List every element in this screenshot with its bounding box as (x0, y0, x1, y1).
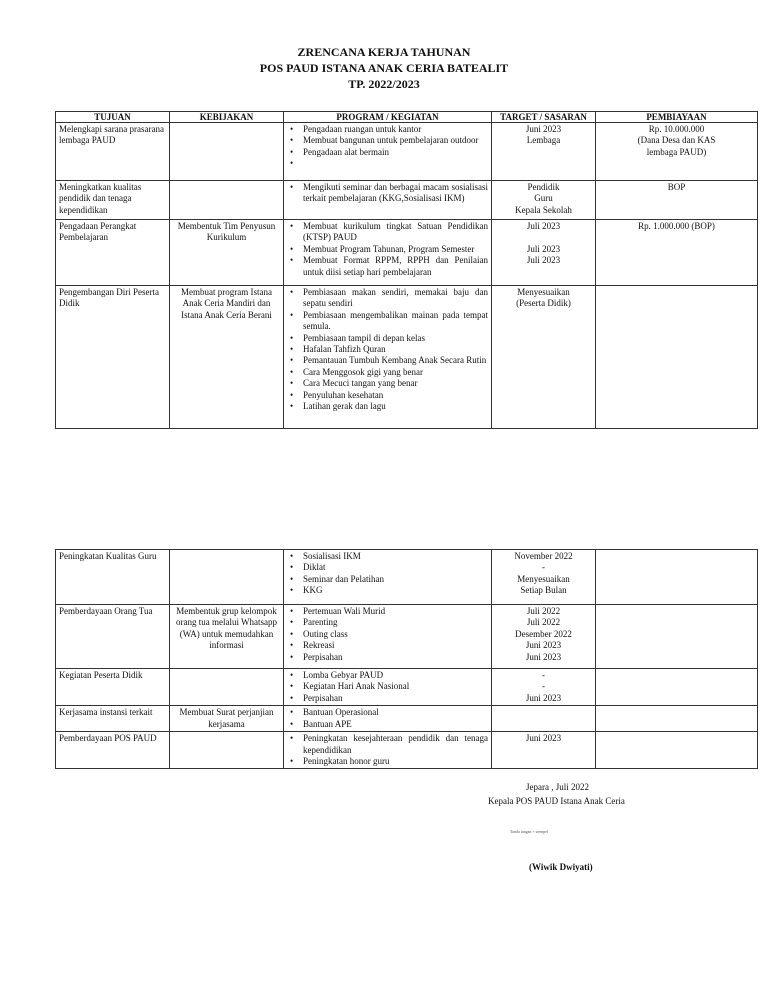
target-line (495, 232, 592, 243)
pembiayaan-line: Rp. 1.000.000 (BOP) (638, 221, 715, 231)
target-cell (492, 286, 596, 429)
work-plan-table-2 (55, 549, 758, 769)
program-item: • Bantuan APE (303, 719, 488, 730)
kebijakan-cell: Membuat program Istana Anak Ceria Mandiri dan Istana Anak Ceria Berani (170, 286, 284, 429)
program-item: • Penyuluhan kesehatan (303, 390, 488, 401)
program-item: • Peningkatan kesejahteraan pendidik dan tenaga kependidikan (303, 733, 488, 756)
program-list (287, 551, 488, 597)
title-line-1: ZRENCANA KERJA TAHUNAN (297, 45, 471, 59)
target-cell (492, 732, 596, 769)
program-item (303, 158, 488, 169)
program-item: • Pembiasaan makan sendiri, memakai baju dan sepatu sendiri (303, 287, 488, 310)
work-plan-table-1 (55, 111, 758, 429)
kebijakan-cell (170, 181, 284, 220)
table-row (56, 123, 758, 181)
tujuan-cell: Melengkapi sarana prasarana lembaga PAUD (56, 123, 170, 181)
target-line: Pendidik (527, 182, 560, 192)
target-cell (492, 605, 596, 669)
pembiayaan-line: lembaga PAUD) (646, 146, 707, 157)
target-cell (492, 123, 596, 181)
table-header-row (56, 112, 758, 123)
program-item: • KKG (303, 585, 488, 596)
tujuan-cell: Meningkatkan kualitas pendidik dan tenaga kependidikan (56, 181, 170, 220)
pembiayaan-cell (596, 706, 758, 732)
program-item: • Latihan gerak dan lagu (303, 401, 488, 412)
header-program: PROGRAM / KEGIATAN (284, 112, 492, 123)
program-item: • Cara Menggosok gigi yang benar (303, 367, 488, 378)
tujuan-cell: Peningkatan Kualitas Guru (56, 550, 170, 605)
pembiayaan-cell (596, 732, 758, 769)
program-cell (284, 669, 492, 706)
program-item: • Hafalan Tahfizh Quran (303, 344, 488, 355)
program-list (287, 221, 488, 278)
pembiayaan-cell (596, 123, 758, 181)
tujuan-cell: Kegiatan Peserta Didik (56, 669, 170, 706)
program-item: • Perpisahan (303, 693, 488, 704)
target-line: - (542, 670, 545, 680)
target-cell (492, 669, 596, 706)
program-cell (284, 286, 492, 429)
program-cell (284, 181, 492, 220)
program-item: • Parenting (303, 617, 488, 628)
program-item: • Membuat Format RPPM, RPPH dan Penilaian untuk diisi setiap hari pembelajaran (303, 255, 488, 278)
program-item: • Membuat bangunan untuk pembelajaran outdoor (303, 135, 488, 146)
program-cell (284, 550, 492, 605)
program-item: • Bantuan Operasional (303, 707, 488, 718)
target-line: Setiap Bulan (520, 585, 567, 596)
program-item: • Pembiasaan tampil di depan kelas (303, 333, 488, 344)
tujuan-cell: Pengembangan Diri Peserta Didik (56, 286, 170, 429)
program-cell (284, 123, 492, 181)
target-cell (492, 220, 596, 286)
kebijakan-cell: Membentuk Tim Penyusun Kurikulum (170, 220, 284, 286)
program-list (287, 182, 488, 205)
table-row (56, 550, 758, 605)
program-item: • Pengadaan ruangan untuk kantor (303, 124, 488, 135)
signature-name: (Wiwik Dwiyati) (529, 862, 593, 872)
target-cell (492, 550, 596, 605)
target-line: Juni 2023 (525, 692, 562, 703)
program-item: • Pengadaan alat bermain (303, 147, 488, 158)
target-line: Juni 2023 (525, 124, 562, 134)
signature-position: Kepala POS PAUD Istana Anak Ceria (488, 796, 625, 806)
program-item: • Membuat kurikulum tingkat Satuan Pendidikan (KTSP) PAUD (303, 221, 488, 244)
tujuan-cell: Pemberdayaan POS PAUD (56, 732, 170, 769)
pembiayaan-line: Rp. 10.000.000 (648, 124, 705, 134)
target-line: Juli 2023 (526, 221, 561, 231)
pembiayaan-line: (Dana Desa dan KAS (637, 135, 716, 146)
table-row (56, 220, 758, 286)
target-line: Kepala Sekolah (515, 204, 572, 215)
program-item: • Outing class (303, 629, 488, 640)
table-row (56, 706, 758, 732)
pembiayaan-cell (596, 550, 758, 605)
program-item: • Pemantauan Tumbuh Kembang Anak Secara Rutin (303, 355, 488, 366)
target-line: Juli 2023 (526, 255, 561, 266)
program-item: • Pertemuan Wali Murid (303, 606, 488, 617)
program-cell (284, 220, 492, 286)
target-line: Menyesuaikan (517, 287, 570, 297)
title-line-3: TP. 2022/2023 (348, 77, 420, 91)
kebijakan-cell: Membentuk grup kelompok orang tua melalui Whatsapp (WA) untuk memudahkan informasi (170, 605, 284, 669)
table-row (56, 669, 758, 706)
header-tujuan: TUJUAN (56, 112, 170, 123)
target-line: (Peserta Didik) (516, 298, 571, 309)
pembiayaan-cell (596, 605, 758, 669)
target-line: Juni 2023 (525, 651, 562, 662)
target-line: - (542, 681, 545, 692)
kebijakan-cell (170, 123, 284, 181)
program-list (287, 733, 488, 767)
pembiayaan-cell (596, 286, 758, 429)
title-line-2: POS PAUD ISTANA ANAK CERIA BATEALIT (259, 61, 509, 75)
tujuan-cell: Pemberdayaan Orang Tua (56, 605, 170, 669)
tujuan-cell: Kerjasama instansi terkait (56, 706, 170, 732)
program-item: • Cara Mecuci tangan yang benar (303, 378, 488, 389)
pembiayaan-cell (596, 181, 758, 220)
header-kebijakan: KEBIJAKAN (170, 112, 284, 123)
table-row (56, 732, 758, 769)
target-line: Guru (534, 193, 553, 204)
target-line: Juli 2022 (526, 606, 561, 616)
program-item: • Pembiasaan mengembalikan mainan pada tempat semula. (303, 310, 488, 333)
program-item: • Mengikuti seminar dan berbagai macam sosialisasi terkait pembelajaran (KKG,Sosialisasi IKM) (303, 182, 488, 205)
target-line: Desember 2022 (515, 628, 572, 639)
program-list (287, 606, 488, 663)
program-list (287, 287, 488, 412)
program-cell (284, 605, 492, 669)
kebijakan-cell (170, 669, 284, 706)
kebijakan-cell (170, 550, 284, 605)
program-cell (284, 706, 492, 732)
program-item: • Rekreasi (303, 640, 488, 651)
pembiayaan-cell (596, 669, 758, 706)
target-line: Menyesuaikan (517, 573, 570, 584)
target-line: Juli 2023 (526, 243, 561, 254)
target-cell (492, 181, 596, 220)
program-item: • Membuat Program Tahunan, Program Semester (303, 244, 488, 255)
kebijakan-cell: Membuat Surat perjanjian kerjasama (170, 706, 284, 732)
program-item: • Diklat (303, 562, 488, 573)
program-item: • Lomba Gebyar PAUD (303, 670, 488, 681)
header-target: TARGET / SASARAN (492, 112, 596, 123)
tujuan-cell: Pengadaan Perangkat Pembelajaran (56, 220, 170, 286)
target-line: Juni 2023 (525, 733, 562, 744)
table-row (56, 181, 758, 220)
program-item: • Perpisahan (303, 652, 488, 663)
table-row (56, 605, 758, 669)
program-list (287, 707, 488, 730)
program-item: • Kegiatan Hari Anak Nasional (303, 681, 488, 692)
target-cell (492, 706, 596, 732)
program-item: • Peningkatan honor guru (303, 756, 488, 767)
header-pembiayaan: PEMBIAYAAN (596, 112, 758, 123)
target-line: - (542, 562, 545, 573)
program-list (287, 124, 488, 170)
signature-stamp-note: Tanda tangan + stempel (510, 829, 549, 834)
program-cell (284, 732, 492, 769)
target-line: November 2022 (514, 551, 573, 561)
program-item: • Seminar dan Pelatihan (303, 574, 488, 585)
program-item: • Sosialisasi IKM (303, 551, 488, 562)
target-line: Juni 2023 (525, 640, 562, 651)
pembiayaan-cell (596, 220, 758, 286)
signature-place-date: Jepara , Juli 2022 (526, 782, 589, 792)
kebijakan-cell (170, 732, 284, 769)
target-line: Lembaga (526, 135, 561, 146)
program-list (287, 670, 488, 704)
pembiayaan-line: BOP (667, 182, 686, 192)
table-row (56, 286, 758, 429)
target-line: Juli 2022 (526, 617, 561, 628)
